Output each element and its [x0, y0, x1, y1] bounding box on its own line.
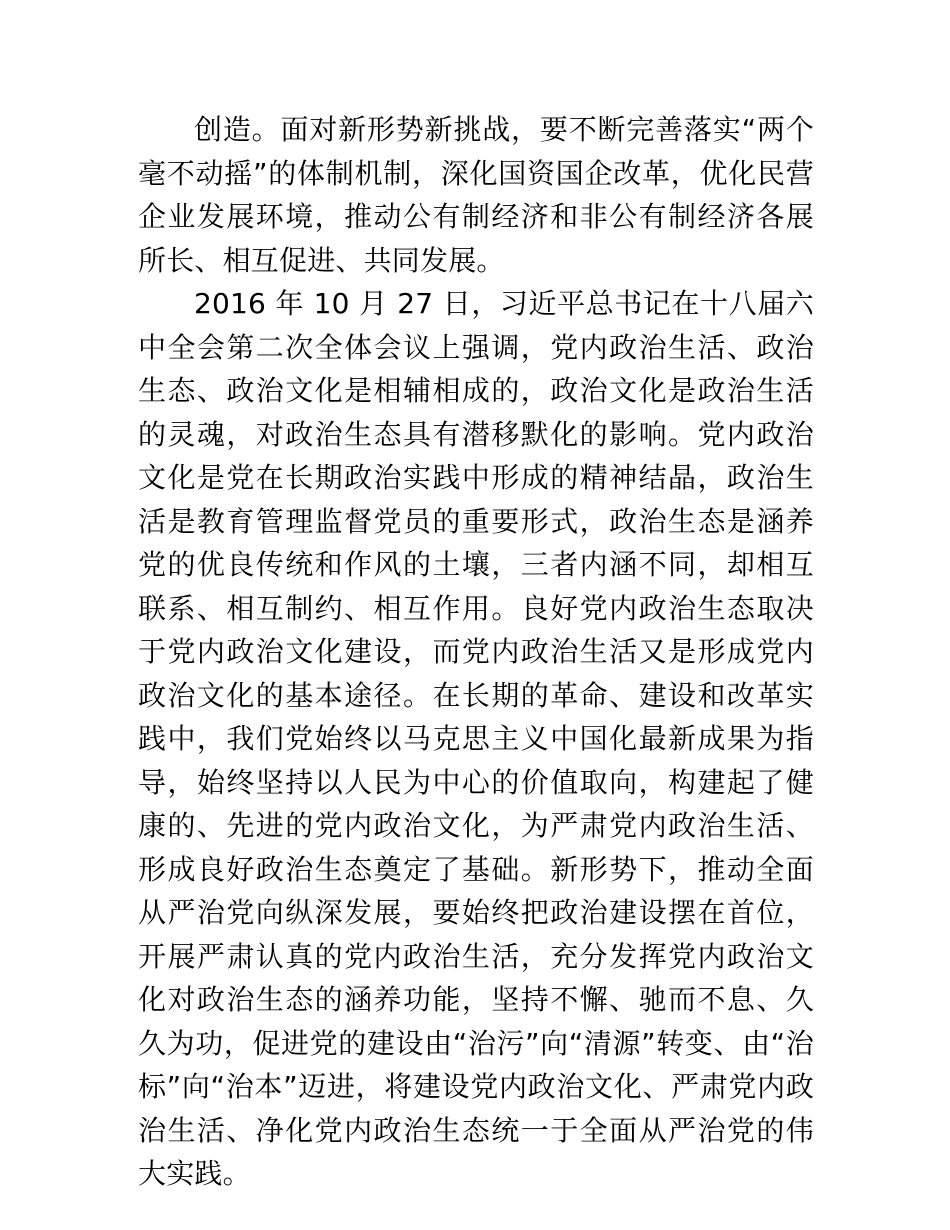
document-text-body — [138, 108, 814, 1196]
paragraph-2: 2016 年 10 月 27 日，习近平总书记在十八届六中全会第二次全体会议上强调，党内政治生活、政治生态、政治文化是相辅相成的，政治文化是政治生活的灵魂，对政治生态具有潜移默化的影响。党内政治文化是党在长期政治实践中形成的精神结晶，政治生活是教育管理监督党员的重要形式，政治生态是涵养党的优良传统和作风的土壤，三者内涵不同，却相互联系、相互制约、相互作用。良好党内政治生态取决于党内政治文化建设，而党内政治生活又是形成党内政治文化的基本途径。在长期的革命、建设和改革实践中，我们党始终以马克思主义中国化最新成果为指导，始终坚持以人民为中心的价值取向，构建起了健康的、先进的党内政治文化，为严肃党内政治生活、形成良好政治生态奠定了基础。新形势下，推动全面从严治党向纵深发展，要始终把政治建设摆在首位，开展严肃认真的党内政治生活，充分发挥党内政治文化对政治生态的涵养功能，坚持不懈、驰而不息、久久为功，促进党的建设由“治污”向“清源”转变、由“治标”向“治本”迈进，将建设党内政治文化、严肃党内政治生活、净化党内政治生态统一于全面从严治党的伟大实践。 — [138, 287, 814, 1190]
paragraph-1: 创造。面对新形势新挑战，要不断完善落实“两个毫不动摇”的体制机制，深化国资国企改革，优化民营企业发展环境，推动公有制经济和非公有制经济各展所长、相互促进、共同发展。 — [138, 113, 814, 277]
